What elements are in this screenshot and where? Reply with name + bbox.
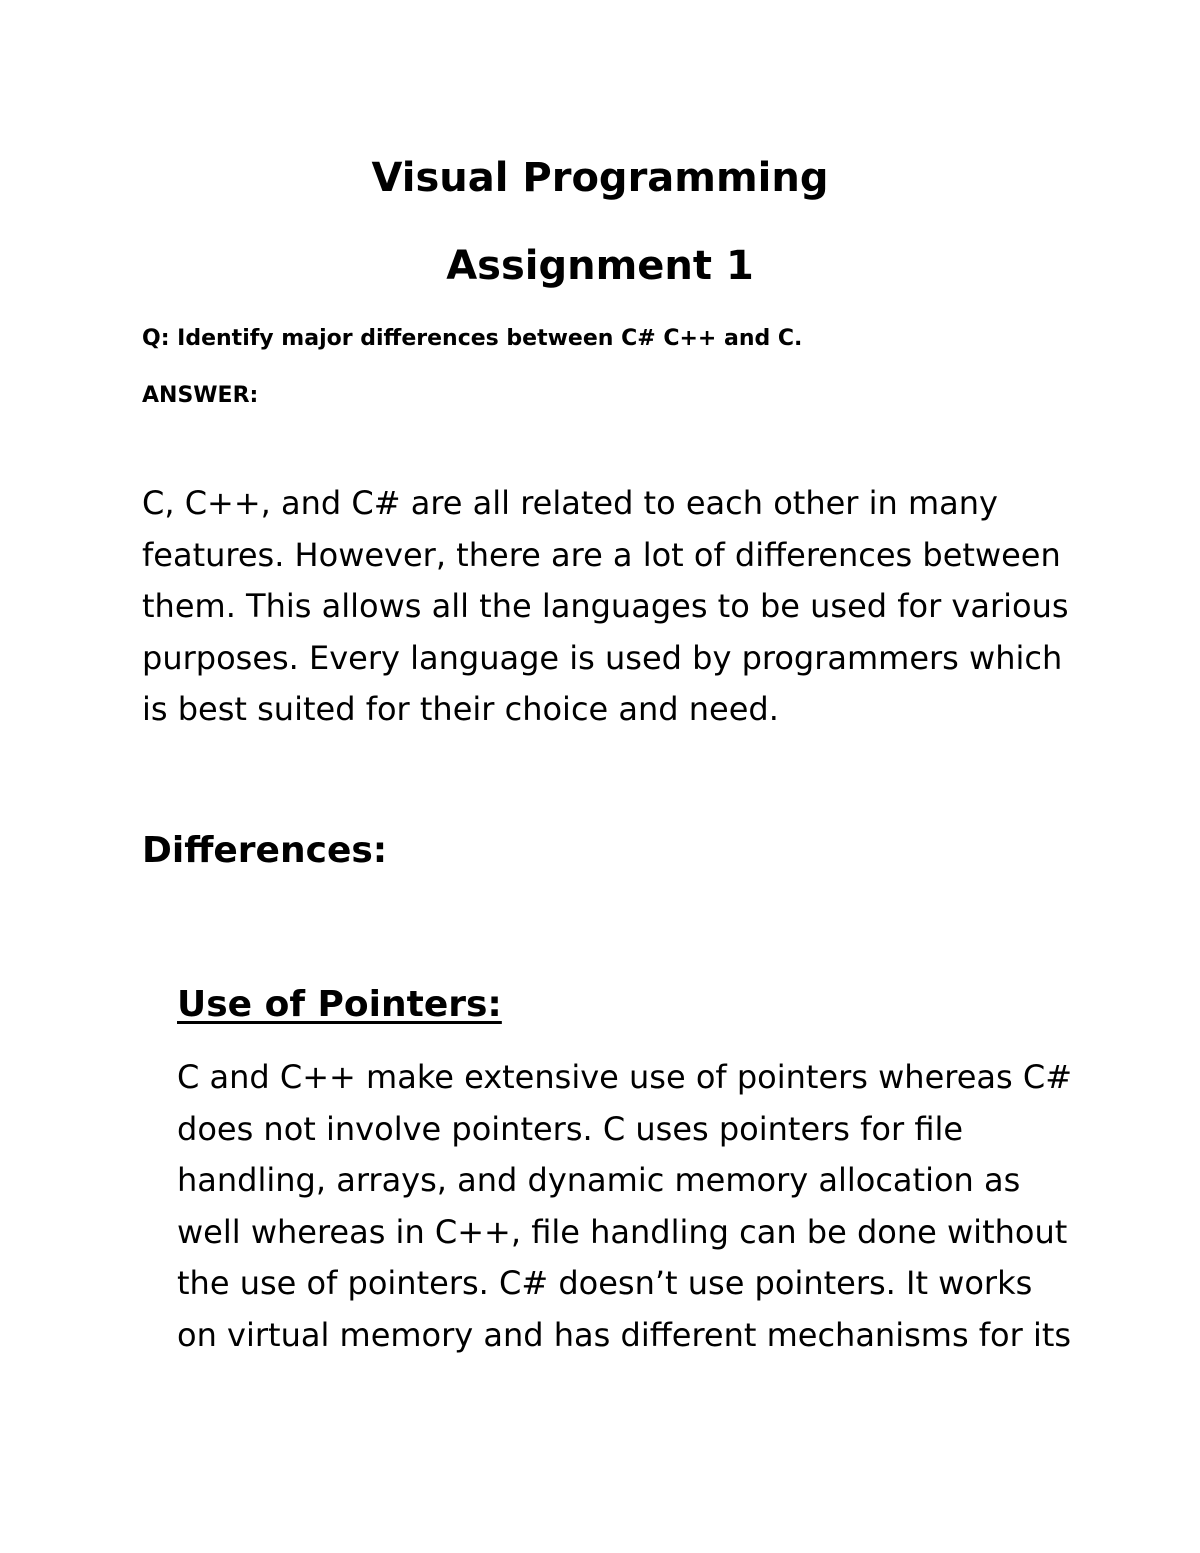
paragraph-line: on virtual memory and has different mechanisms for its: [177, 1315, 1072, 1354]
paragraph-line: purposes. Every language is used by programmers which: [142, 638, 1063, 677]
document-subtitle: Assignment 1: [446, 243, 754, 289]
question-text: Q: Identify major differences between C# C++ and C.: [142, 326, 803, 351]
paragraph-line: features. However, there are a lot of differences between: [142, 535, 1061, 574]
paragraph-line: is best suited for their choice and need.: [142, 690, 779, 728]
paragraph-line: the use of pointers. C# doesn’t use pointers. It works: [177, 1264, 1033, 1302]
paragraph-line: them. This allows all the languages to be used for various: [142, 587, 1069, 625]
pointers-heading: Use of Pointers:: [177, 984, 502, 1025]
intro-paragraph: [142, 478, 1069, 736]
document-title: Visual Programming: [371, 155, 829, 201]
differences-heading: Differences:: [142, 830, 388, 871]
paragraph-line: well whereas in C++, file handling can be done without: [177, 1212, 1068, 1251]
paragraph-line: handling, arrays, and dynamic memory allocation as: [177, 1161, 1021, 1199]
paragraph-line: does not involve pointers. C uses pointers for file: [177, 1109, 964, 1148]
answer-label: ANSWER:: [142, 383, 259, 408]
pointers-paragraph: [177, 1052, 1072, 1361]
paragraph-line: C and C++ make extensive use of pointers whereas C#: [177, 1058, 1073, 1096]
paragraph-line: C, C++, and C# are all related to each other in many: [142, 484, 998, 522]
